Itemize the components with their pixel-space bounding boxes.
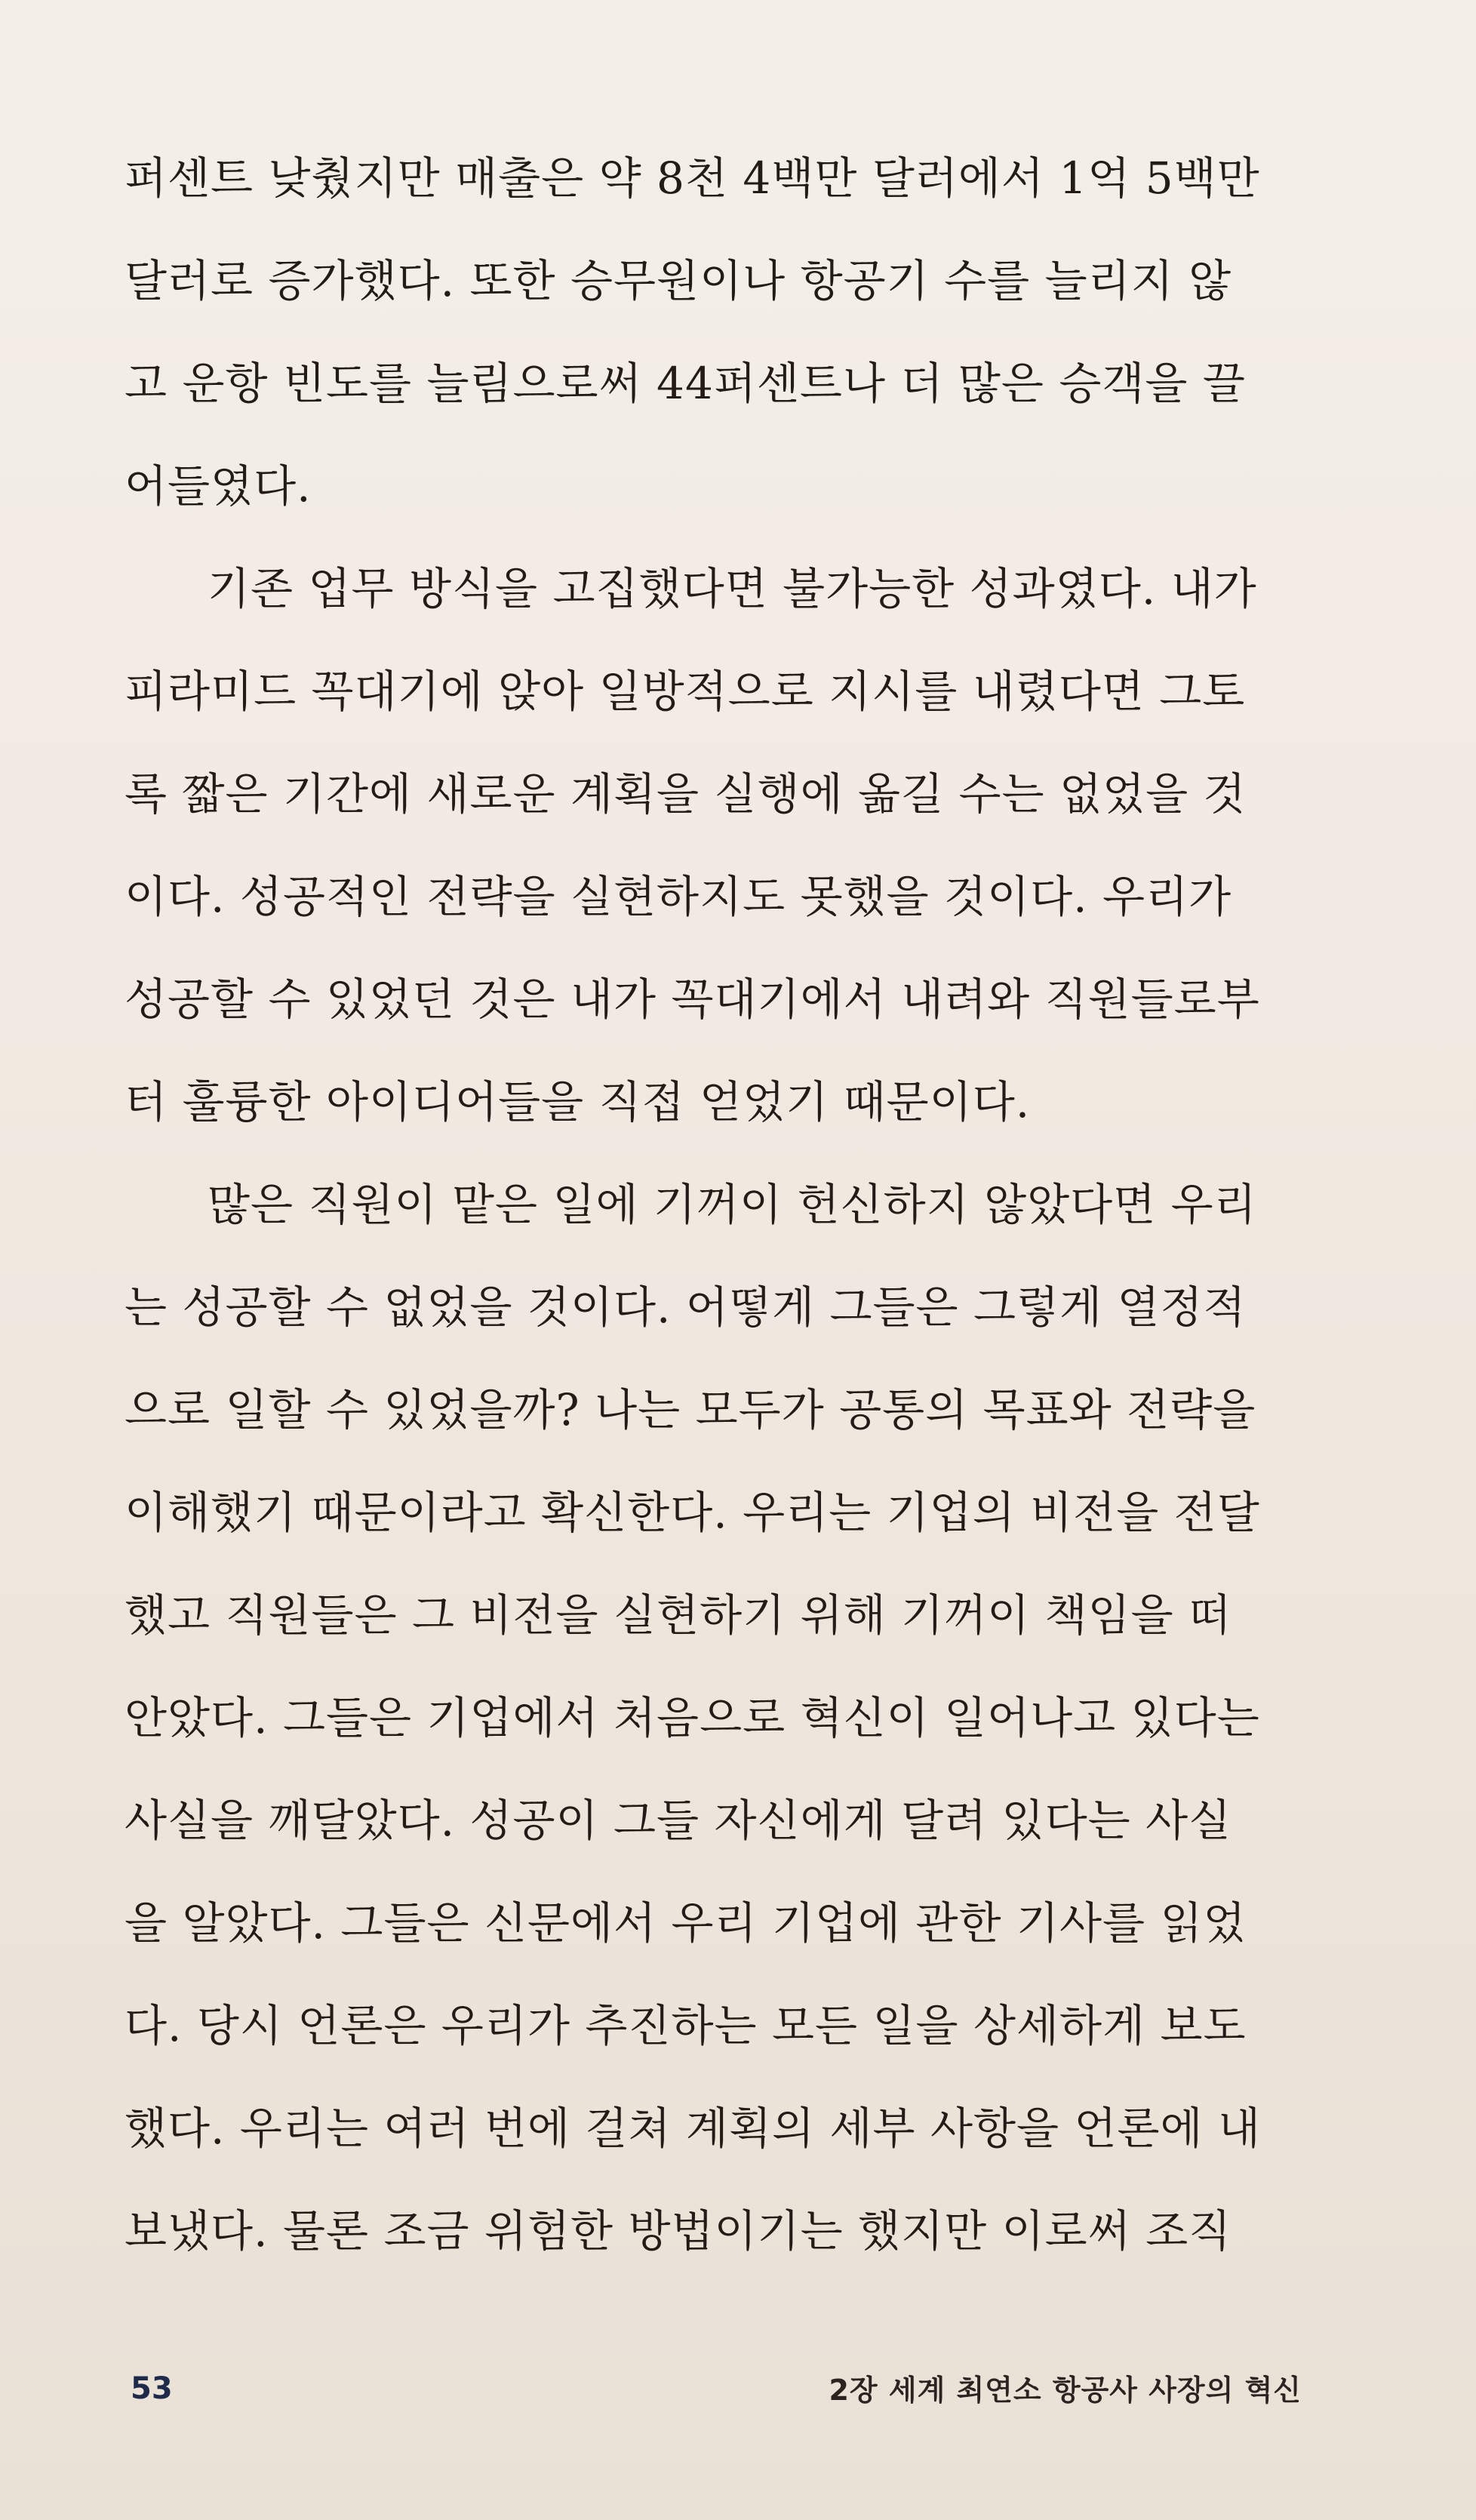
text-line: 했고 직원들은 그 비전을 실현하기 위해 기꺼이 책임을 떠 [125, 1589, 1232, 1641]
text-line: 퍼센트 낮췄지만 매출은 약 8천 4백만 달러에서 1억 5백만 [125, 152, 1260, 204]
text-line: 했다. 우리는 여러 번에 걸쳐 계획의 세부 사항을 언론에 내 [125, 2103, 1262, 2154]
running-head: 2장 세계 최연소 항공사 사장의 혁신 [829, 2374, 1302, 2407]
text-line: 달러로 증가했다. 또한 승무원이나 항공기 수를 늘리지 않 [125, 255, 1232, 306]
text-line: 고 운항 빈도를 늘림으로써 44퍼센트나 더 많은 승객을 끌 [125, 358, 1246, 409]
page-footer [125, 2362, 1302, 2423]
text-line: 이해했기 때문이라고 확신한다. 우리는 기업의 비전을 전달 [125, 1487, 1260, 1538]
text-line: 기존 업무 방식을 고집했다면 불가능한 성과였다. 내가 [208, 563, 1257, 614]
text-line: 이다. 성공적인 전략을 실현하지도 못했을 것이다. 우리가 [125, 871, 1232, 922]
text-line: 보냈다. 물론 조금 위험한 방법이기는 했지만 이로써 조직 [125, 2205, 1232, 2257]
text-line: 다. 당시 언론은 우리가 추진하는 모든 일을 상세하게 보도 [125, 2000, 1247, 2051]
text-line: 피라미드 꼭대기에 앉아 일방적으로 지시를 내렸다면 그토 [125, 666, 1246, 717]
page-number: 53 [131, 2371, 173, 2406]
text-line: 사실을 깨달았다. 성공이 그들 자신에게 달려 있다는 사실 [125, 1795, 1232, 1846]
paragraph-1 [125, 127, 1302, 537]
text-line: 으로 일할 수 있었을까? 나는 모두가 공통의 목표와 전략을 [125, 1384, 1256, 1435]
text-line: 안았다. 그들은 기업에서 처음으로 혁신이 일어나고 있다는 [125, 1692, 1260, 1743]
text-line: 터 훌륭한 아이디어들을 직접 얻었기 때문이다. [125, 1076, 1031, 1128]
text-line: 성공할 수 있었던 것은 내가 꼭대기에서 내려와 직원들로부 [125, 974, 1260, 1025]
text-line: 많은 직원이 맡은 일에 기꺼이 헌신하지 않았다면 우리 [208, 1179, 1257, 1230]
text-line: 는 성공할 수 없었을 것이다. 어떻게 그들은 그렇게 열정적 [125, 1282, 1247, 1333]
paragraph-3 [125, 1153, 1302, 2282]
text-line: 을 알았다. 그들은 신문에서 우리 기업에 관한 기사를 읽었 [125, 1897, 1247, 1949]
body-text [125, 127, 1302, 2282]
paragraph-2 [125, 537, 1302, 1153]
text-line: 어들였다. [125, 460, 312, 512]
text-line: 록 짧은 기간에 새로운 계획을 실행에 옮길 수는 없었을 것 [125, 768, 1247, 820]
